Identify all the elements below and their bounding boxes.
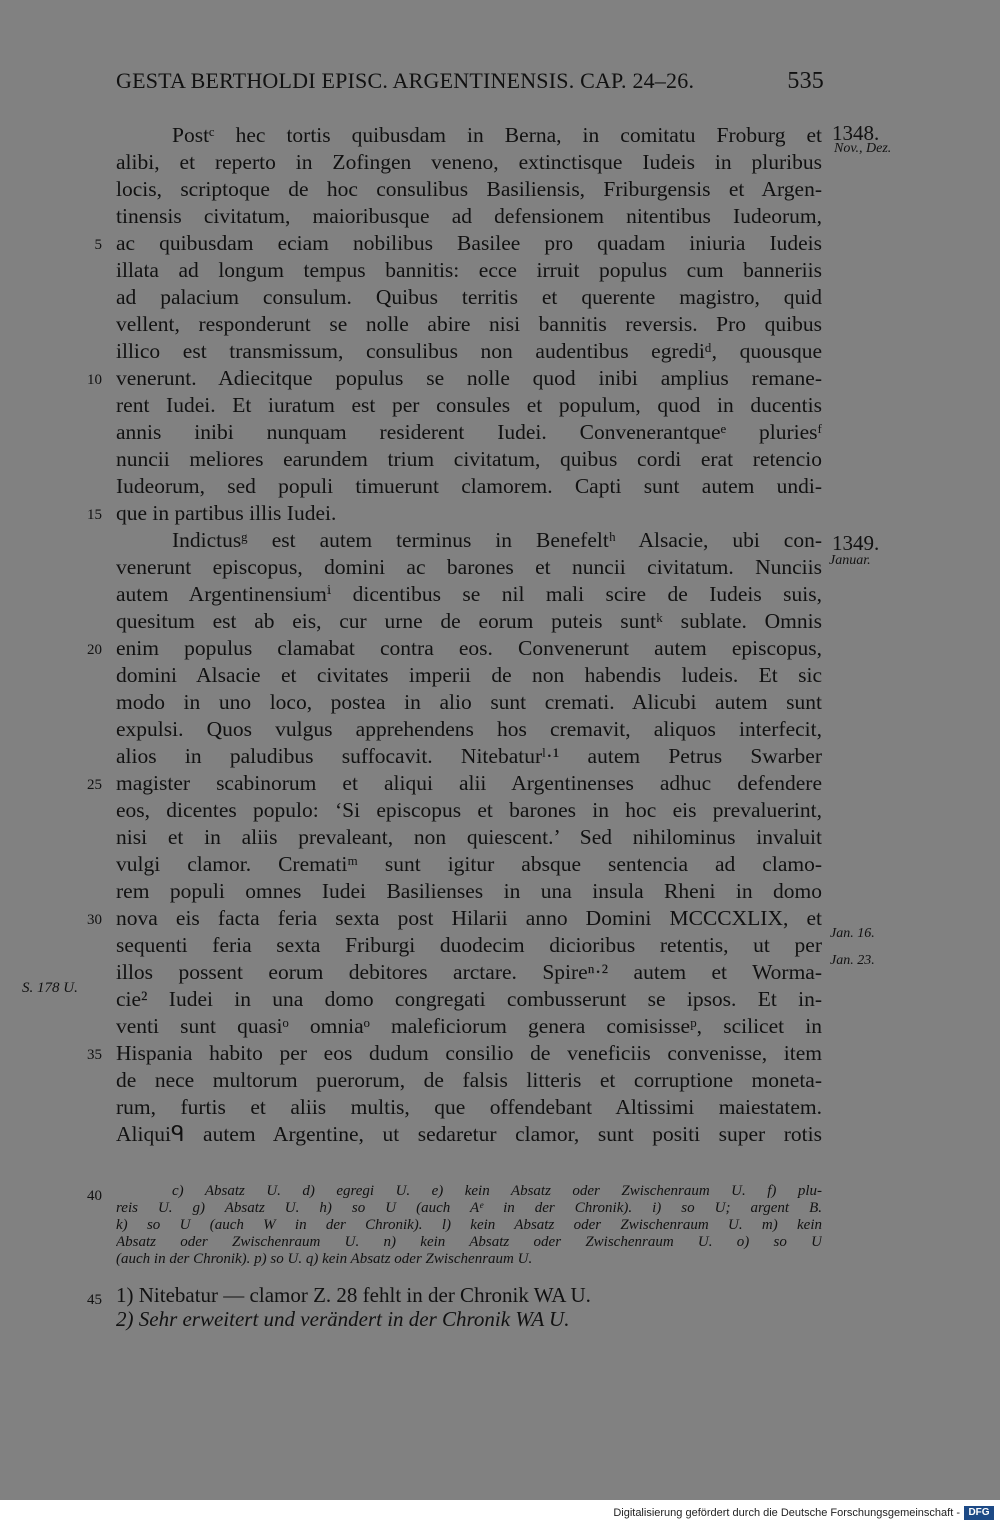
text-line: sequenti feria sexta Friburgi duodecim dicioribus retentis, ut per — [116, 933, 822, 957]
text-line: que in partibus illis Iudei. — [116, 501, 337, 525]
footnote-line: k) so U (auch W in der Chronik). l) kein Absatz oder Zwischenraum U. m) kein — [116, 1217, 822, 1233]
text-line: autem Argentinensiumⁱ dicentibus se nil mali scire de Iudeis suis, — [116, 582, 822, 606]
footer-bar — [0, 1500, 1000, 1529]
text-line: alibi, et reperto in Zofingen veneno, extinctisque Iudeis in pluribus — [116, 150, 822, 174]
text-line: vulgi clamor. Crematiᵐ sunt igitur absque sentencia ad clamo- — [116, 852, 822, 876]
text-line: ad palacium consulum. Quibus territis et querente magistro, quid — [116, 285, 822, 309]
footnote-line: c) Absatz U. d) egregi U. e) kein Absatz oder Zwischenraum U. f) plu- — [172, 1183, 822, 1199]
footnote-line: (auch in der Chronik). p) so U. q) kein Absatz oder Zwischenraum U. — [116, 1251, 533, 1267]
margin-date: Jan. 16. — [830, 926, 875, 941]
margin-page-ref: S. 178 U. — [22, 980, 78, 996]
text-line: nisi et in aliis prevaleant, non quiescent.’ Sed nihilominus invaluit — [116, 825, 822, 849]
page-number: 535 — [787, 68, 824, 94]
header-title: GESTA BERTHOLDI EPISC. ARGENTINENSIS. CAP. 24–26. — [116, 68, 695, 93]
text-line: cie² Iudei in una domo congregati combusserunt se ipsos. Et in- — [116, 987, 822, 1011]
text-line: illico est transmissum, consulibus non audentibus egrediᵈ, quousque — [116, 339, 822, 363]
line-number: 30 — [87, 912, 102, 928]
text-line: rent Iudei. Et iuratum est per consules et populum, quod in ducentis — [116, 393, 822, 417]
note-line: 2) Sehr erweitert und verändert in der Chronik WA U. — [116, 1307, 570, 1331]
footer-credit: Digitalisierung gefördert durch die Deutsche Forschungsgemeinschaft - — [613, 1507, 960, 1519]
line-number: 5 — [94, 237, 102, 253]
text-line: nova eis facta feria sexta post Hilarii anno Domini MCCCXLIX, et — [116, 906, 822, 930]
text-line: magister scabinorum et aliqui alii Argentinenses adhuc defendere — [116, 771, 822, 795]
text-line: Hispania habito per eos dudum consilio de veneficiis convenisse, item — [116, 1041, 822, 1065]
margin-date: Jan. 23. — [830, 953, 875, 968]
margin-month: Januar. — [829, 553, 871, 568]
text-line: ac quibusdam eciam nobilibus Basilee pro quadam iniuria Iudeis — [116, 231, 822, 255]
text-line: rem populi omnes Iudei Basilienses in una insula Rheni in domo — [116, 879, 822, 903]
text-line: Aliquiᑫ autem Argentine, ut sedaretur clamor, sunt positi super rotis — [116, 1122, 822, 1146]
text-line: Indictusᵍ est autem terminus in Benefeltʰ Alsacie, ubi con- — [172, 528, 822, 552]
margin-year: 1349. — [832, 531, 880, 555]
margin-year: 1348. — [832, 121, 880, 145]
text-line: expulsi. Quos vulgus apprehendens hos cremavit, aliquos interfecit, — [116, 717, 822, 741]
text-line: nuncii meliores earundem trium civitatum, quibus cordi erat retencio — [116, 447, 822, 471]
text-line: domini Alsacie et civitates imperii de non habendis ludeis. Et sic — [116, 663, 822, 687]
dfg-logo: DFG — [964, 1506, 994, 1520]
text-line: enim populus clamabat contra eos. Convenerunt autem episcopus, — [116, 636, 822, 660]
line-number: 15 — [87, 507, 102, 523]
text-line: rum, furtis et aliis multis, que offendebant Altissimi maiestatem. — [116, 1095, 822, 1119]
line-number: 10 — [87, 372, 102, 388]
text-line: venerunt episcopus, domini ac barones et nuncii civitatum. Nunciis — [116, 555, 822, 579]
text-line: modo in uno loco, postea in alio sunt cremati. Alicubi autem sunt — [116, 690, 822, 714]
text-line: eos, dicentes populo: ‘Si episcopus et barones in hoc eis prevaluerint, — [116, 798, 822, 822]
line-number: 35 — [87, 1047, 102, 1063]
text-line: locis, scriptoque de hoc consulibus Basiliensis, Friburgensis et Argen- — [116, 177, 822, 201]
footnote-line: reis U. g) Absatz U. h) so U (auch Aᵉ in der Chronik). i) so U; argent B. — [116, 1200, 822, 1216]
line-number: 25 — [87, 777, 102, 793]
text-line: quesitum est ab eis, cur urne de eorum puteis suntᵏ sublate. Omnis — [116, 609, 822, 633]
text-line: annis inibi nunquam residerent Iudei. Convenerantqueᵉ pluriesᶠ — [116, 420, 822, 444]
text-line: Iudeorum, sed populi timuerunt clamorem. Capti sunt autem undi- — [116, 474, 822, 498]
margin-month: Nov., Dez. — [834, 141, 892, 156]
text-line: tinensis civitatum, maioribusque ad defensionem nitentibus Iudeorum, — [116, 204, 822, 228]
text-line: Postᶜ hec tortis quibusdam in Berna, in comitatu Froburg et — [172, 123, 822, 147]
line-number: 45 — [87, 1292, 102, 1308]
text-line: vellent, responderunt se nolle abire nisi bannitis reversis. Pro quibus — [116, 312, 822, 336]
text-line: venerunt. Adiecitque populus se nolle quod inibi amplius remane- — [116, 366, 822, 390]
text-line: alios in paludibus suffocavit. Nitebaturˡ·¹ autem Petrus Swarber — [116, 744, 822, 768]
line-number: 20 — [87, 642, 102, 658]
text-line: de nece multorum puerorum, de falsis litteris et corruptione moneta- — [116, 1068, 822, 1092]
text-line: illos possent eorum debitores arctare. Spireⁿ·² autem et Worma- — [116, 960, 822, 984]
note-line: 1) Nitebatur — clamor Z. 28 fehlt in der Chronik WA U. — [116, 1283, 591, 1307]
footnote-line: Absatz oder Zwischenraum U. n) kein Absatz oder Zwischenraum U. o) so U — [116, 1234, 822, 1250]
text-line: venti sunt quasiᵒ omniaᵒ maleficiorum genera comisisseᵖ, scilicet in — [116, 1014, 822, 1038]
line-number: 40 — [87, 1188, 102, 1204]
text-line: illata ad longum tempus bannitis: ecce irruit populus cum banneriis — [116, 258, 822, 282]
